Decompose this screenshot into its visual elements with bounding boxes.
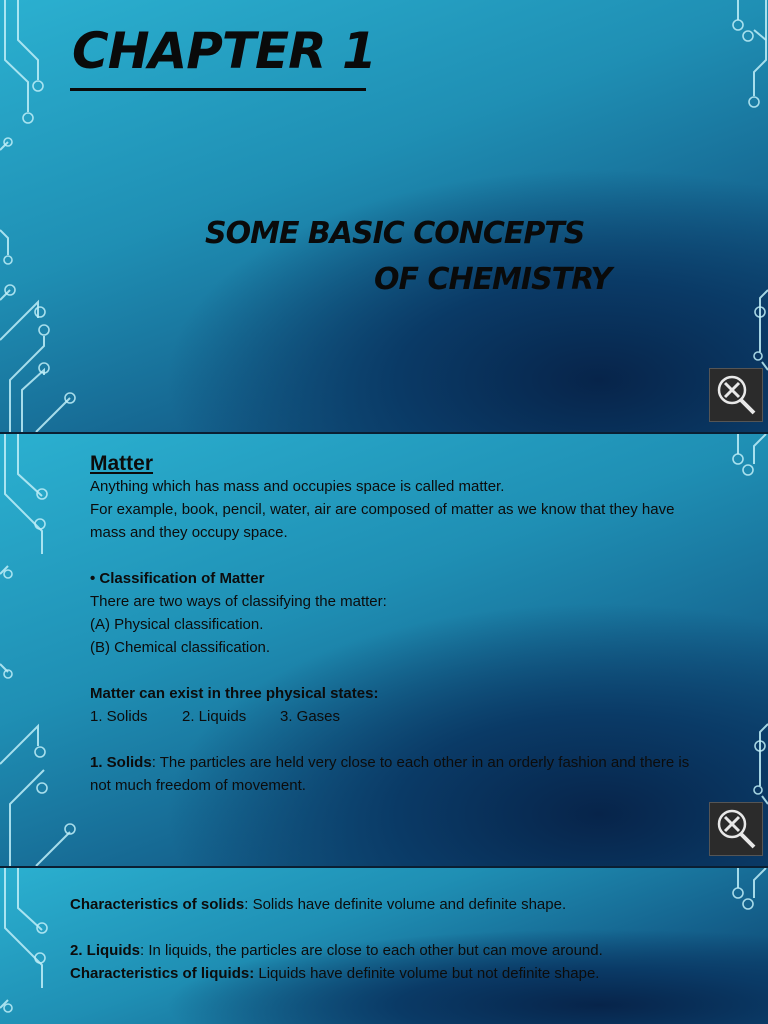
matter-definition: Anything which has mass and occupies space is called matter. [90,478,505,495]
circuit-decoration-left [0,868,80,1024]
circuit-decoration-left [0,434,80,866]
state-item: 2. Liquids [182,708,247,725]
liquids-label: 2. Liquids [70,942,141,959]
classification-b: (B) Chemical classification. [90,639,271,656]
liquids-characteristics-text: Liquids have definite volume but not definite shape. [254,965,600,982]
classification-intro: There are two ways of classifying the matter: [90,593,387,610]
subtitle-line-2: OF CHEMISTRY [374,262,612,297]
title-slide [0,0,768,432]
solids-characteristics-label: Characteristics of solids [70,896,245,913]
chapter-underline [70,88,366,91]
liquids-characteristics-label: Characteristics of liquids: [70,965,255,982]
matter-heading: Matter [90,452,154,475]
magnifier-icon [710,369,762,421]
circuit-decoration-left [0,0,80,432]
magnifier-icon [710,803,762,855]
state-item: 1. Solids [90,708,148,725]
search-logo-badge [709,802,763,856]
matter-slide [0,434,768,866]
states-slide [0,868,768,1024]
classification-heading: • Classification of Matter [90,570,265,587]
solids-characteristics-text: : Solids have definite volume and definite shape. [244,896,567,913]
liquids-characteristics [70,962,690,985]
classification-a: (A) Physical classification. [90,616,264,633]
solids-description [90,751,700,797]
states-list [90,705,700,728]
solids-text: : The particles are held very close to each other in an orderly fashion and there is not much freedom of movement. [90,754,690,794]
liquids-description [70,939,690,962]
state-item: 3. Gases [280,708,341,725]
liquids-text: : In liquids, the particles are close to each other but can move around. [140,942,603,959]
solids-characteristics [70,893,690,916]
solids-label: 1. Solids [90,754,152,771]
states-heading: Matter can exist in three physical states: [90,685,379,702]
circuit-decoration-right [688,868,768,1024]
subtitle-line-1: SOME BASIC CONCEPTS [205,216,585,251]
matter-content [90,452,700,797]
matter-example: For example, book, pencil, water, air are composed of matter as we know that they have mass and they occupy space. [90,501,675,541]
states-content [70,893,690,985]
chapter-title: CHAPTER 1 [72,22,376,80]
search-logo-badge [709,368,763,422]
